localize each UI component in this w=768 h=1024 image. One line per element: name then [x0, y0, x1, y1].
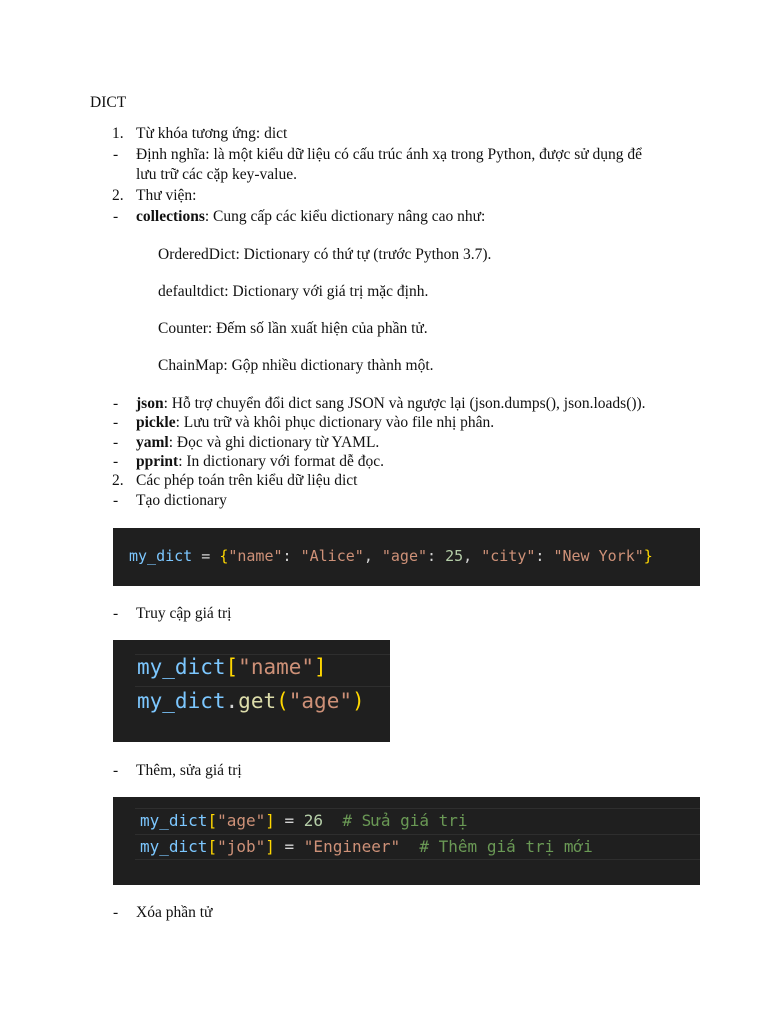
collections-name: collections [136, 208, 205, 225]
collections-desc: : Cung cấp các kiểu dictionary nâng cao như: [204, 208, 486, 225]
lib-pickle [136, 414, 494, 432]
lib-yaml [136, 434, 379, 452]
lib-desc: : Đọc và ghi dictionary từ YAML. [168, 434, 380, 451]
op-update-label: Thêm, sửa giá trị [136, 762, 242, 779]
lib-name: pickle [136, 414, 176, 431]
bullet-dash: - [113, 605, 119, 622]
lib-desc: : Lưu trữ và khôi phục dictionary vào file nhị phân. [175, 414, 495, 431]
lib-json [136, 395, 646, 413]
collections-item [136, 208, 485, 226]
lib-desc: : In dictionary với format dễ đọc. [178, 453, 384, 470]
operations-heading: Các phép toán trên kiểu dữ liệu dict [136, 472, 358, 489]
libraries-heading: Thư viện: [136, 187, 197, 204]
bullet-dash: - [113, 414, 119, 431]
definition-line-2: lưu trữ các cặp key-value. [136, 166, 297, 183]
code-line: my_dict["age"] = 26 # Sửa giá trị [140, 811, 468, 830]
list-number: 1. [112, 125, 124, 142]
subitem-ordereddict: OrderedDict: Dictionary có thứ tự (trước Python 3.7). [158, 246, 492, 263]
lib-name: yaml [136, 434, 169, 451]
lib-pprint [136, 453, 384, 471]
code-line: my_dict = {"name": "Alice", "age": 25, "city": "New York"} [129, 547, 653, 565]
code-line: my_dict.get("age") [137, 689, 365, 713]
op-create-label: Tạo dictionary [136, 492, 227, 509]
code-block-update [113, 797, 700, 885]
code-line: my_dict["job"] = "Engineer" # Thêm giá trị mới [140, 837, 593, 856]
list-number: 2. [112, 472, 124, 489]
op-access-label: Truy cập giá trị [136, 605, 232, 622]
page-title: DICT [90, 94, 127, 111]
subitem-counter: Counter: Đếm số lần xuất hiện của phần tử. [158, 320, 428, 337]
bullet-dash: - [113, 146, 119, 163]
bullet-dash: - [113, 395, 119, 412]
bullet-dash: - [113, 434, 119, 451]
list-number: 2. [112, 187, 124, 204]
bullet-dash: - [113, 904, 119, 921]
subitem-defaultdict: defaultdict: Dictionary với giá trị mặc định. [158, 283, 429, 300]
op-delete-label: Xóa phần tử [136, 904, 213, 921]
definition-line-1: Định nghĩa: là một kiểu dữ liệu có cấu trúc ánh xạ trong Python, được sử dụng để [136, 146, 643, 163]
code-block-access [113, 640, 390, 742]
keyword-line: Từ khóa tương ứng: dict [136, 125, 288, 142]
bullet-dash: - [113, 453, 119, 470]
lib-desc: : Hỗ trợ chuyển đổi dict sang JSON và ngược lại (json.dumps(), json.loads()). [163, 395, 646, 412]
subitem-chainmap: ChainMap: Gộp nhiều dictionary thành một. [158, 357, 434, 374]
bullet-dash: - [113, 208, 119, 225]
bullet-dash: - [113, 492, 119, 509]
code-block-create [113, 528, 700, 586]
bullet-dash: - [113, 762, 119, 779]
lib-name: json [136, 395, 164, 412]
code-line: my_dict["name"] [137, 655, 327, 679]
lib-name: pprint [136, 453, 179, 470]
